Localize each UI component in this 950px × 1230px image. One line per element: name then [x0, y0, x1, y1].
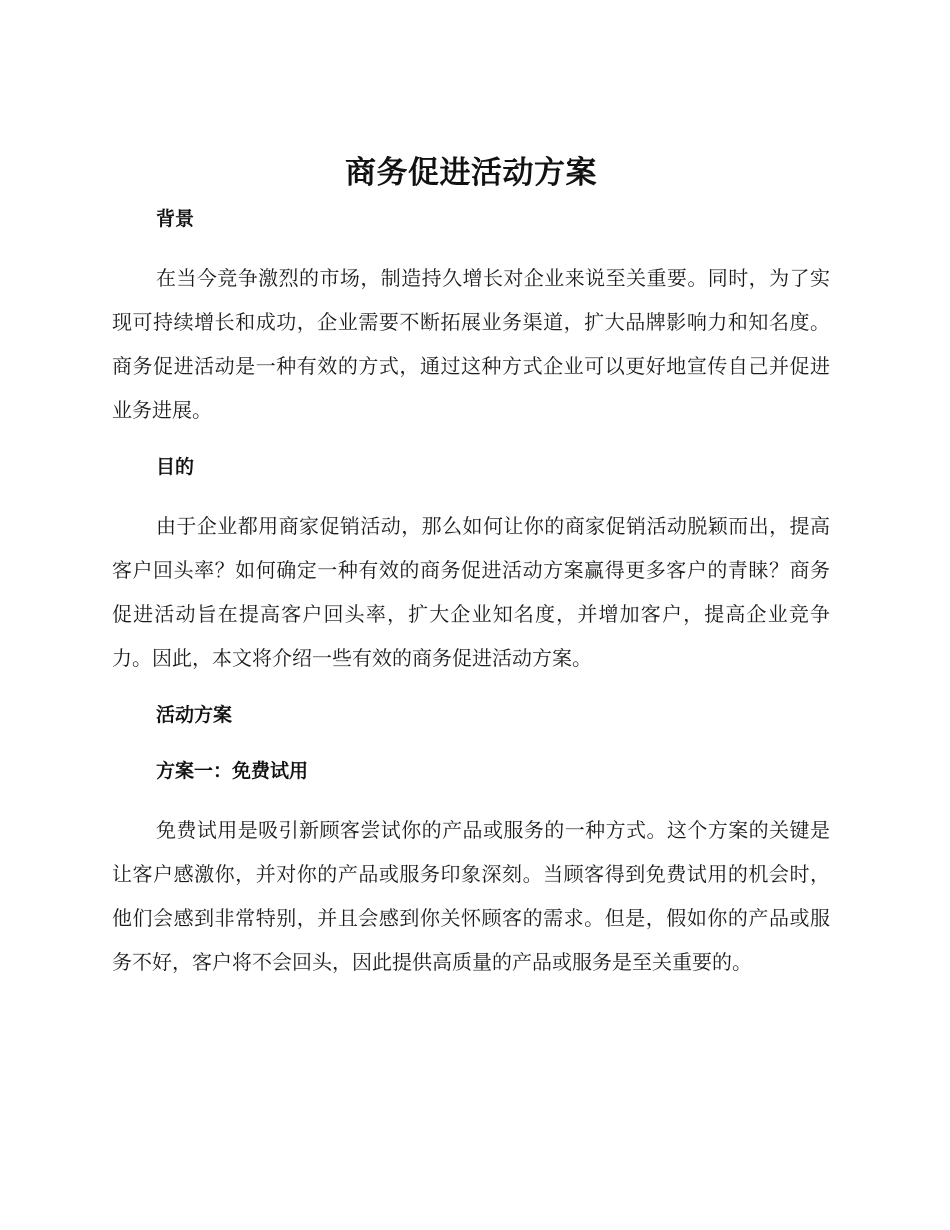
spacer [112, 680, 830, 700]
document-title: 商务促进活动方案 [345, 155, 597, 191]
paragraph-purpose: 由于企业都用商家促销活动，那么如何让你的商家促销活动脱颖而出，提高客户回头率？如何确定一种有效的商务促进活动方案赢得更多客户的青睐？商务促进活动旨在提高客户回头率，扩大企业知名度，并增加客户，提高企业竞争力。因此，本文将介绍一些有效的商务促进活动方案。 [112, 514, 830, 670]
section-heading-plans: 活动方案 [156, 704, 233, 726]
spacer [112, 234, 830, 256]
spacer [112, 432, 830, 452]
spacer [112, 786, 830, 808]
spacer [112, 730, 830, 756]
paragraph-background: 在当今竞争激烈的市场，制造持久增长对企业来说至关重要。同时，为了实现可持续增长和成功，企业需要不断拓展业务渠道，扩大品牌影响力和知名度。商务促进活动是一种有效的方式，通过这种方式企业可以更好地宣传自己并促进业务进展。 [112, 266, 830, 422]
spacer [112, 482, 830, 504]
paragraph-plan-one: 免费试用是吸引新顾客尝试你的产品或服务的一种方式。这个方案的关键是让客户感激你，并对你的产品或服务印象深刻。当顾客得到免费试用的机会时，他们会感到非常特别，并且会感到你关怀顾客的需求。但是，假如你的产品或服务不好，客户将不会回头，因此提供高质量的产品或服务是至关重要的。 [112, 818, 830, 974]
section-heading-purpose: 目的 [156, 456, 195, 478]
subsection-heading-plan-one: 方案一：免费试用 [156, 760, 309, 782]
section-heading-background: 背景 [156, 208, 195, 230]
document-body [112, 148, 830, 984]
